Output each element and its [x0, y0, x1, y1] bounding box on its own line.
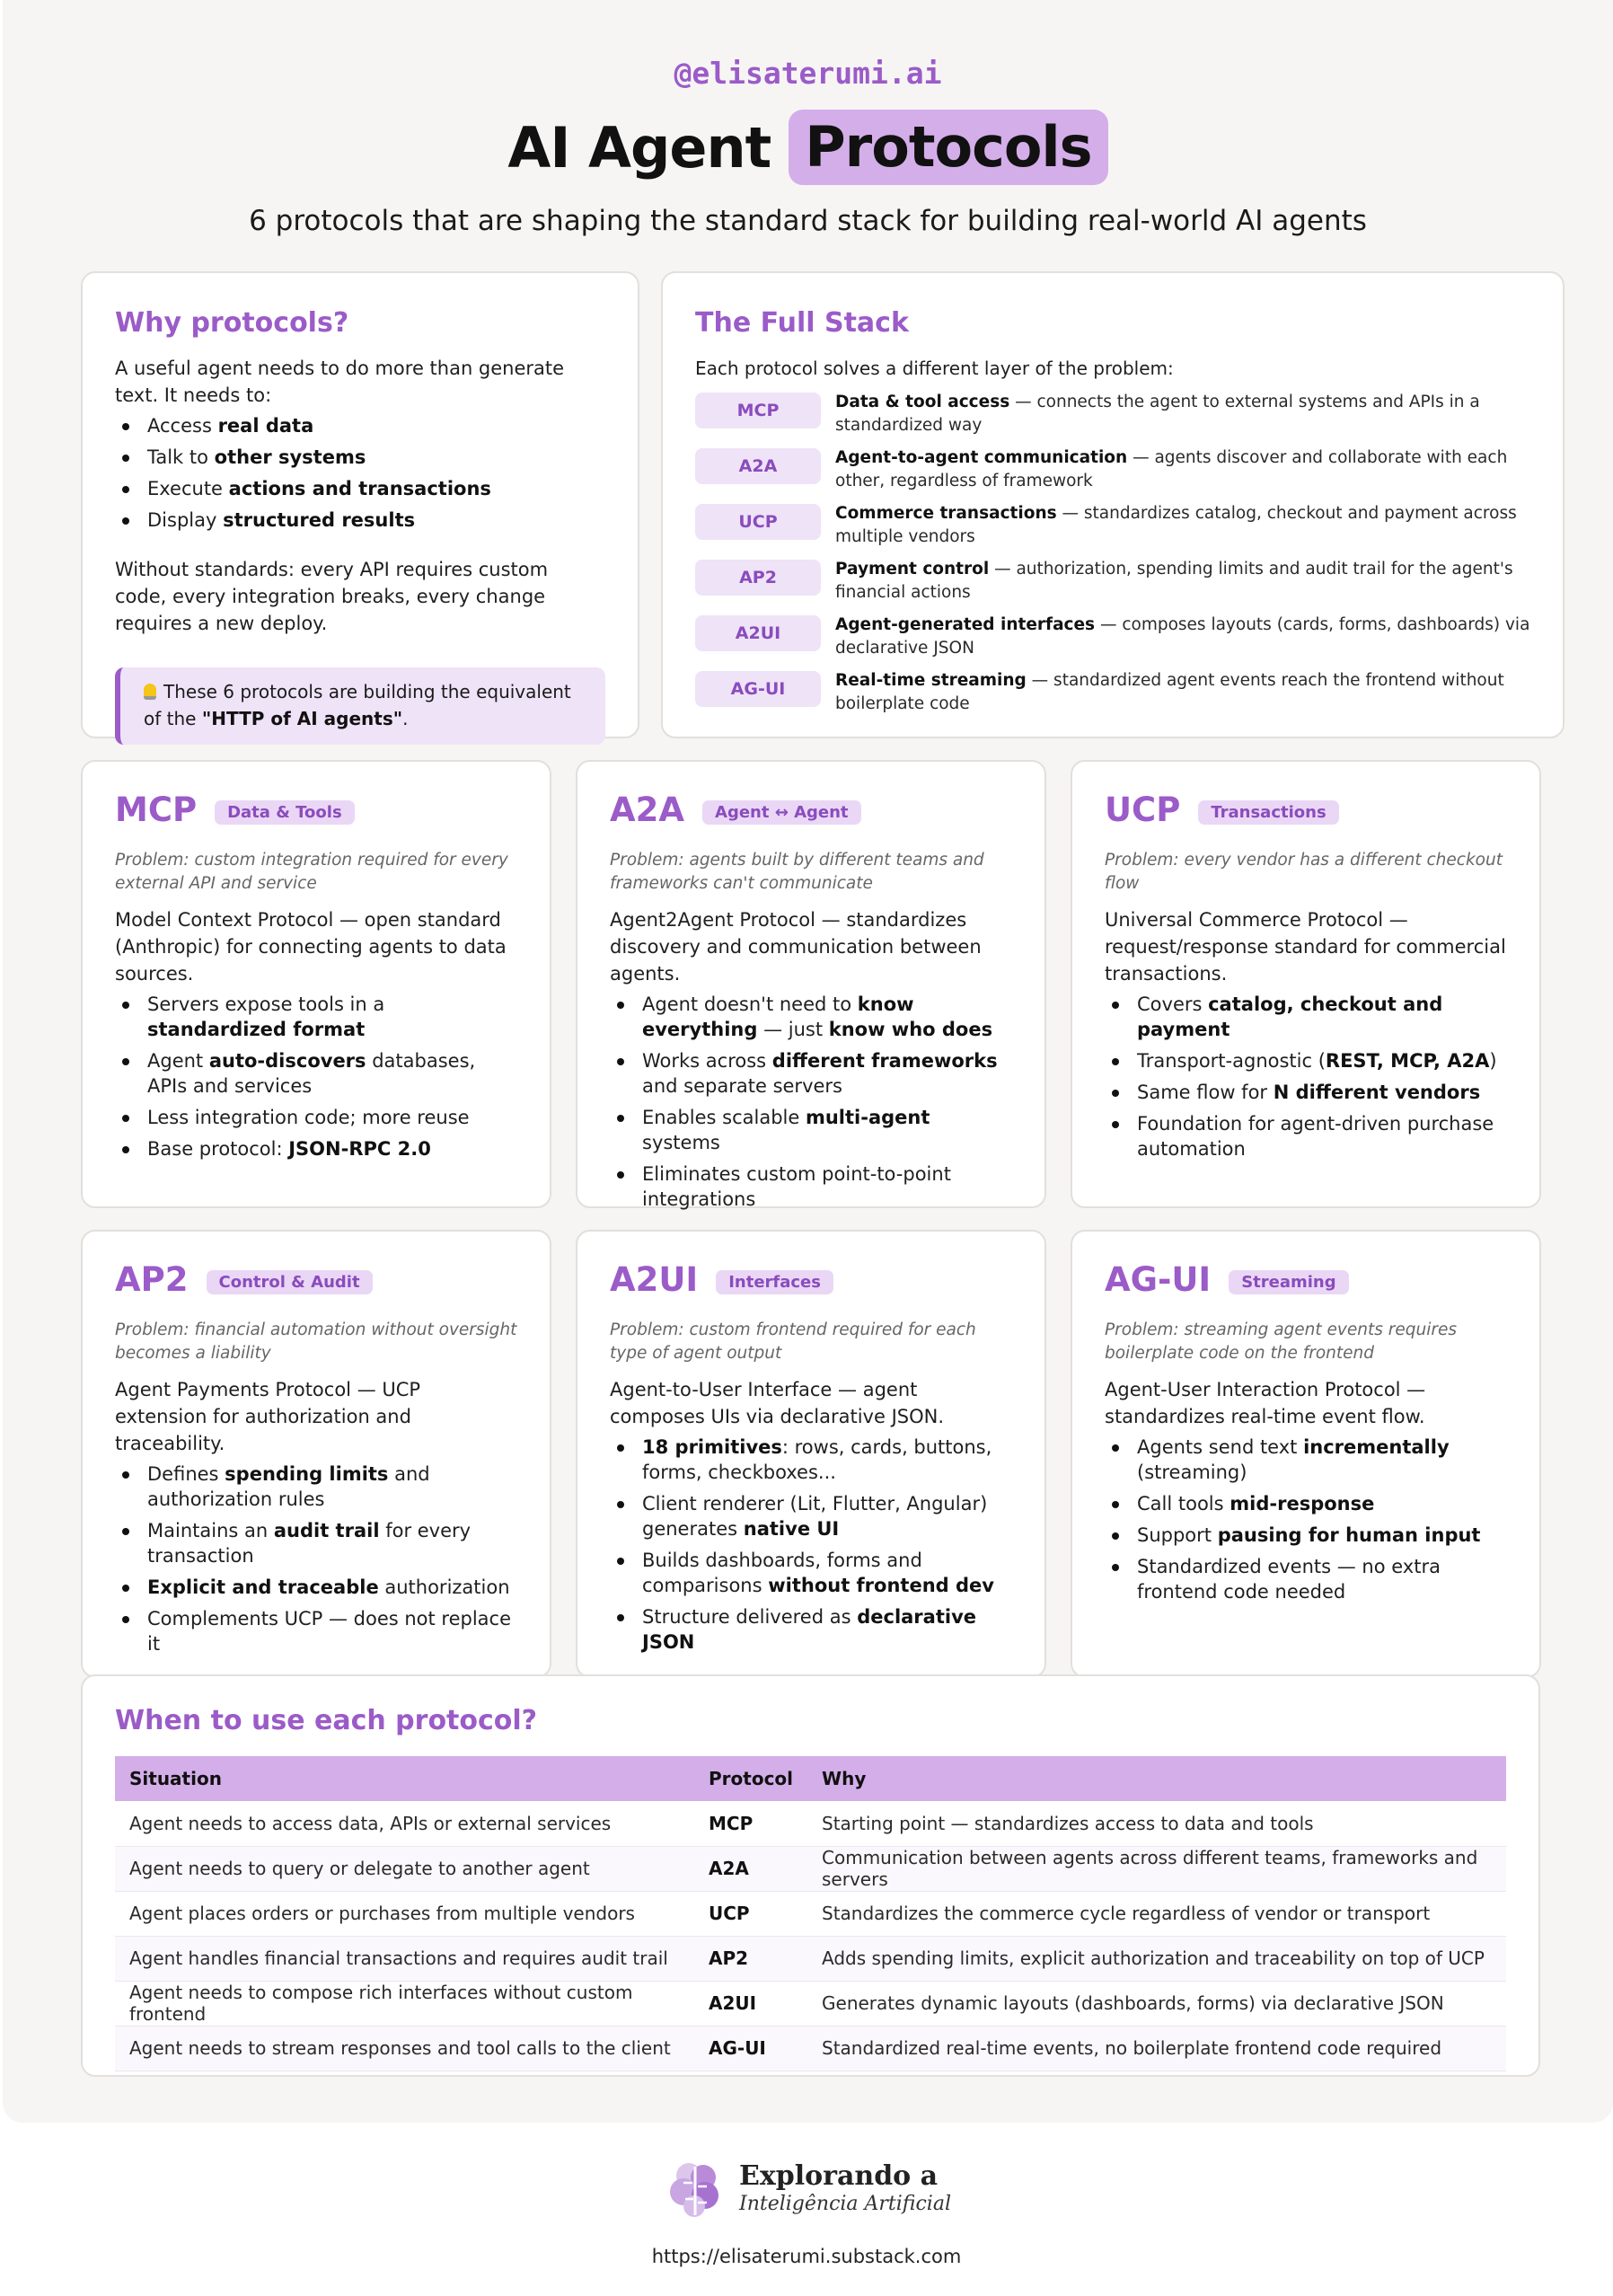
- protocol-header: [115, 1260, 517, 1299]
- logo-subtitle: Inteligência Artificial: [739, 2193, 951, 2215]
- protocol-description: Agent-to-User Interface — agent composes UIs via declarative JSON.: [610, 1379, 945, 1427]
- protocol-bullet: Servers expose tools in a standardized format: [115, 992, 517, 1042]
- protocol-tag: Transactions: [1198, 800, 1338, 825]
- usage-card: [81, 1674, 1540, 2077]
- protocol-bullet: Enables scalable multi-agent systems: [610, 1105, 1012, 1155]
- situation-cell: Agent needs to query or delegate to another agent: [115, 1846, 694, 1891]
- col-situation: Situation: [115, 1756, 694, 1801]
- usage-table: [115, 1756, 1506, 2071]
- why-bullet: Display structured results: [115, 508, 605, 533]
- protocol-problem: Problem: financial automation without oversight becomes a liability: [115, 1320, 517, 1363]
- col-why: Why: [807, 1756, 1506, 1801]
- why-cell: Generates dynamic layouts (dashboards, forms) via declarative JSON: [807, 1981, 1506, 2026]
- why-bullet: Access real data: [115, 413, 605, 438]
- protocol-bullet: Explicit and traceable authorization: [115, 1575, 517, 1600]
- protocol-name: MCP: [115, 790, 198, 829]
- protocol-cell: MCP: [694, 1801, 807, 1846]
- table-row: [115, 2026, 1506, 2071]
- title-highlight: Protocols: [789, 110, 1107, 185]
- protocol-bullet: Works across different frameworks and separate servers: [610, 1048, 1012, 1099]
- footer-logo: [0, 2156, 1613, 2222]
- protocol-bullet: Standardized events — no extra frontend code needed: [1105, 1554, 1507, 1604]
- why-bullet-list: [115, 413, 605, 533]
- protocol-bullet: Base protocol: JSON-RPC 2.0: [115, 1136, 517, 1161]
- situation-cell: Agent needs to compose rich interfaces without custom frontend: [115, 1981, 694, 2026]
- table-row: [115, 1936, 1506, 1981]
- protocol-bullets: [115, 1461, 517, 1656]
- protocol-bullets: [610, 992, 1012, 1212]
- protocol-bullet: Foundation for agent-driven purchase automation: [1105, 1111, 1507, 1161]
- protocol-tag: Data & Tools: [215, 800, 355, 825]
- stack-row: AG-UI Real-time streaming — standardized agent events reach the frontend without boilerplate code: [695, 669, 1530, 716]
- stack-list: [695, 391, 1530, 716]
- protocol-bullet: Call tools mid-response: [1105, 1491, 1507, 1516]
- why-bullet: Talk to other systems: [115, 445, 605, 470]
- title-main: AI Agent: [507, 114, 771, 181]
- table-row: [115, 1891, 1506, 1936]
- situation-cell: Agent needs to stream responses and tool calls to the client: [115, 2026, 694, 2071]
- stack-pill: AG-UI: [695, 671, 821, 707]
- protocol-card-mcp: [81, 760, 551, 1208]
- protocol-name: A2UI: [610, 1260, 699, 1299]
- protocol-bullet: Support pausing for human input: [1105, 1523, 1507, 1548]
- protocol-card-ucp: [1071, 760, 1541, 1208]
- full-stack-card: [661, 271, 1565, 738]
- col-protocol: Protocol: [694, 1756, 807, 1801]
- logo-title: Explorando a: [739, 2160, 939, 2192]
- why-cell: Adds spending limits, explicit authorization and traceability on top of UCP: [807, 1936, 1506, 1981]
- why-cell: Communication between agents across different teams, frameworks and servers: [807, 1846, 1506, 1891]
- protocol-cell: UCP: [694, 1891, 807, 1936]
- protocol-bullet: Complements UCP — does not replace it: [115, 1606, 517, 1656]
- situation-cell: Agent handles financial transactions and requires audit trail: [115, 1936, 694, 1981]
- stack-pill: MCP: [695, 393, 821, 428]
- protocol-description: Agent Payments Protocol — UCP extension for authorization and traceability.: [115, 1379, 421, 1454]
- protocol-tag: Streaming: [1229, 1270, 1348, 1294]
- protocol-bullet: Maintains an audit trail for every transaction: [115, 1518, 517, 1568]
- protocol-description: Model Context Protocol — open standard (Anthropic) for connecting agents to data sources.: [115, 909, 507, 985]
- protocol-bullet: Covers catalog, checkout and payment: [1105, 992, 1507, 1042]
- protocol-bullet: Agent doesn't need to know everything — just know who does: [610, 992, 1012, 1042]
- protocol-bullet: Less integration code; more reuse: [115, 1105, 517, 1130]
- protocol-description: Universal Commerce Protocol — request/response standard for commercial transactions.: [1105, 909, 1506, 985]
- author-handle: @elisaterumi.ai: [674, 56, 942, 91]
- situation-cell: Agent places orders or purchases from multiple vendors: [115, 1891, 694, 1936]
- stack-row: AP2 Payment control — authorization, spending limits and audit trail for the agent's financial actions: [695, 558, 1530, 605]
- table-row: [115, 1846, 1506, 1891]
- protocol-bullet: 18 primitives: rows, cards, buttons, forms, checkboxes...: [610, 1435, 1012, 1485]
- protocol-description: Agent-User Interaction Protocol — standardizes real-time event flow.: [1105, 1379, 1426, 1427]
- page-subtitle: 6 protocols that are shaping the standard stack for building real-world AI agents: [249, 205, 1367, 237]
- protocol-bullet: Structure delivered as declarative JSON: [610, 1604, 1012, 1655]
- protocol-card-a2a: [576, 760, 1046, 1208]
- stack-heading: The Full Stack: [695, 307, 909, 339]
- situation-cell: Agent needs to access data, APIs or external services: [115, 1801, 694, 1846]
- protocol-cell: AP2: [694, 1936, 807, 1981]
- protocol-bullet: Client renderer (Lit, Flutter, Angular) generates native UI: [610, 1491, 1012, 1541]
- protocol-tag: Interfaces: [716, 1270, 833, 1294]
- stack-row: MCP Data & tool access — connects the agent to external systems and APIs in a standardized way: [695, 391, 1530, 437]
- why-bullet: Execute actions and transactions: [115, 476, 605, 501]
- footer-url[interactable]: https://elisaterumi.substack.com: [651, 2246, 962, 2267]
- usage-heading: When to use each protocol?: [115, 1705, 538, 1736]
- protocol-bullet: Agent auto-discovers databases, APIs and services: [115, 1048, 517, 1099]
- protocol-problem: Problem: agents built by different teams and frameworks can't communicate: [610, 851, 984, 893]
- protocol-bullet: Eliminates custom point-to-point integrations: [610, 1161, 1012, 1212]
- protocol-header: [1105, 790, 1507, 829]
- page-title: [3, 110, 1613, 185]
- protocol-header: [115, 790, 517, 829]
- table-row: [115, 1801, 1506, 1846]
- protocol-bullet: Agents send text incrementally (streaming): [1105, 1435, 1507, 1485]
- protocol-problem: Problem: custom integration required for every external API and service: [115, 851, 508, 893]
- stack-intro: Each protocol solves a different layer of the problem:: [695, 358, 1174, 379]
- why-card: [81, 271, 639, 738]
- protocol-card-ag-ui: [1071, 1230, 1541, 1678]
- protocol-problem: Problem: custom frontend required for each type of agent output: [610, 1320, 976, 1363]
- lightbulb-icon: [144, 684, 156, 700]
- protocol-cell: AG-UI: [694, 2026, 807, 2071]
- protocol-name: A2A: [610, 790, 685, 829]
- protocol-bullets: [610, 1435, 1012, 1655]
- protocol-cell: A2UI: [694, 1981, 807, 2026]
- protocol-header: [610, 790, 1012, 829]
- protocol-header: [610, 1260, 1012, 1299]
- protocol-card-a2ui: [576, 1230, 1046, 1678]
- protocol-card-ap2: [81, 1230, 551, 1678]
- stack-row: A2UI Agent-generated interfaces — composes layouts (cards, forms, dashboards) via declarative JSON: [695, 614, 1530, 660]
- protocol-name: AP2: [115, 1260, 189, 1299]
- protocol-bullets: [1105, 1435, 1507, 1604]
- why-without: Without standards: every API requires custom code, every integration breaks, every change requires a new deploy.: [115, 559, 549, 634]
- table-header-row: [115, 1756, 1506, 1801]
- stack-pill: AP2: [695, 560, 821, 596]
- protocol-problem: Problem: streaming agent events requires boilerplate code on the frontend: [1105, 1320, 1457, 1363]
- protocol-header: [1105, 1260, 1507, 1299]
- protocol-bullet: Defines spending limits and authorization rules: [115, 1461, 517, 1512]
- protocol-problem: Problem: every vendor has a different checkout flow: [1105, 851, 1503, 893]
- protocol-cell: A2A: [694, 1846, 807, 1891]
- protocol-bullets: [1105, 992, 1507, 1161]
- stack-row: A2A Agent-to-agent communication — agents discover and collaborate with each other, regardless of framework: [695, 446, 1530, 493]
- why-cell: Standardizes the commerce cycle regardless of vendor or transport: [807, 1891, 1506, 1936]
- protocol-description: Agent2Agent Protocol — standardizes discovery and communication between agents.: [610, 909, 982, 985]
- protocol-name: UCP: [1105, 790, 1181, 829]
- tip-callout: These 6 protocols are building the equivalent of the "HTTP of AI agents".: [115, 667, 605, 745]
- protocol-name: AG-UI: [1105, 1260, 1212, 1299]
- stack-row: UCP Commerce transactions — standardizes catalog, checkout and payment across multiple vendors: [695, 502, 1530, 549]
- stack-pill: UCP: [695, 504, 821, 540]
- protocol-tag: Control & Audit: [207, 1270, 373, 1294]
- protocol-bullet: Builds dashboards, forms and comparisons without frontend dev: [610, 1548, 1012, 1598]
- page-sheet: [3, 0, 1613, 2123]
- protocol-tag: Agent ↔ Agent: [702, 800, 861, 825]
- why-cell: Starting point — standardizes access to data and tools: [807, 1801, 1506, 1846]
- stack-pill: A2A: [695, 448, 821, 484]
- why-cell: Standardized real-time events, no boilerplate frontend code required: [807, 2026, 1506, 2071]
- stack-pill: A2UI: [695, 615, 821, 651]
- protocol-bullet: Transport-agnostic (REST, MCP, A2A): [1105, 1048, 1507, 1073]
- why-heading: Why protocols?: [115, 307, 349, 339]
- table-row: [115, 1981, 1506, 2026]
- why-intro: A useful agent needs to do more than generate text. It needs to:: [115, 358, 565, 406]
- protocol-bullet: Same flow for N different vendors: [1105, 1080, 1507, 1105]
- brain-icon: [662, 2156, 728, 2222]
- protocol-bullets: [115, 992, 517, 1161]
